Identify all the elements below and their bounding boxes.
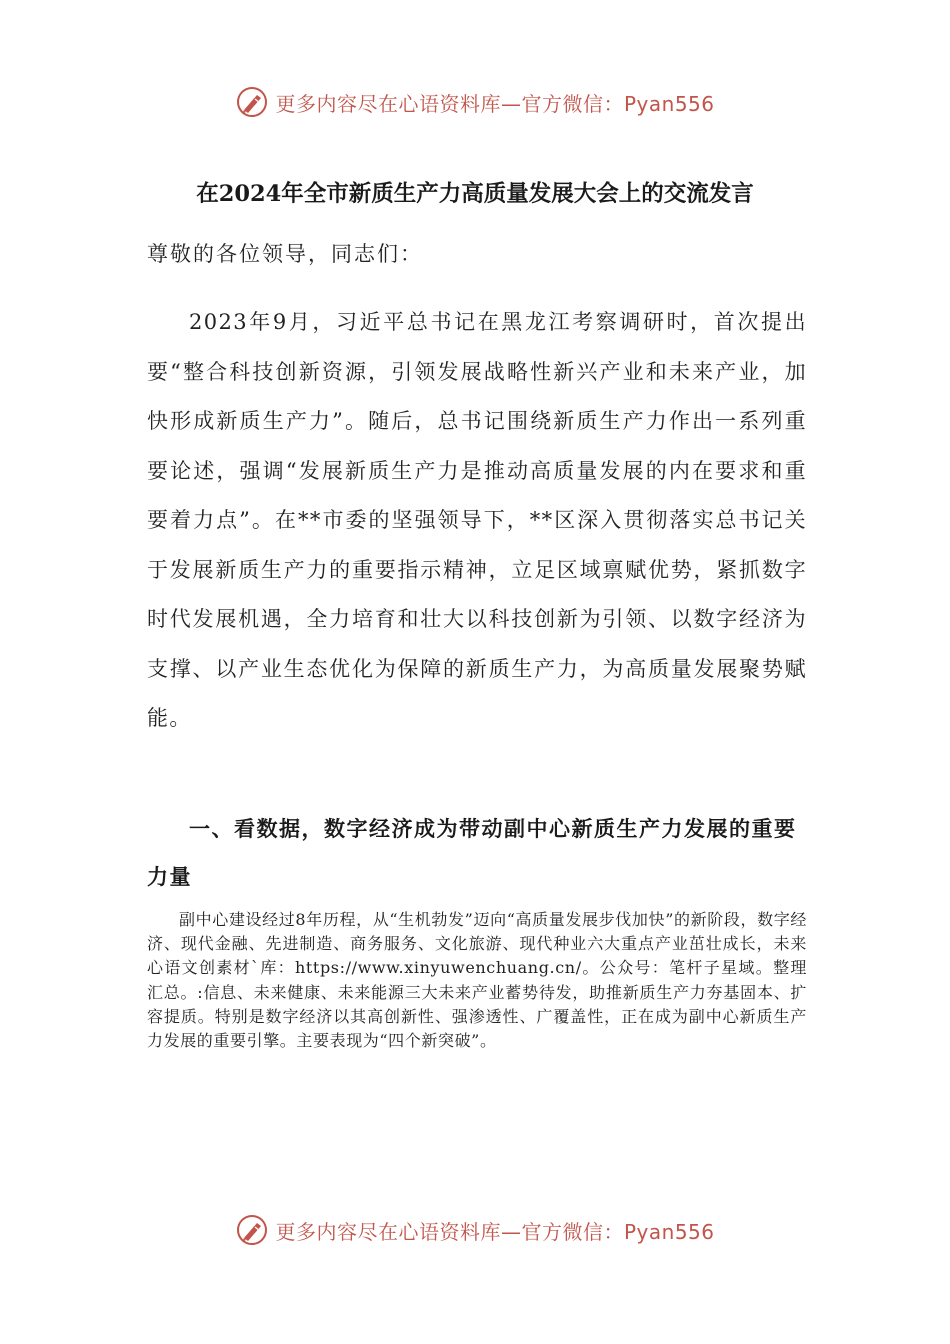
- pen-nib-logo-icon: [235, 85, 269, 119]
- watermark-label: 更多内容尽在心语资料库—官方微信：: [275, 91, 624, 116]
- section-heading: 一、看数据，数字经济成为带动副中心新质生产力发展的重要力量: [147, 817, 797, 889]
- watermark-wechat-id: Pyan556: [623, 91, 715, 116]
- pen-nib-logo-icon: [235, 1213, 269, 1247]
- watermark-banner-top: [0, 82, 950, 122]
- watermark-banner-bottom: [0, 1210, 950, 1250]
- watermark-text: [275, 88, 714, 117]
- watermark-text: [275, 1216, 714, 1245]
- intro-paragraph: 2023年9月，习近平总书记在黑龙江考察调研时，首次提出要“整合科技创新资源，引领发展战略性新兴产业和未来产业，加快形成新质生产力”。随后，总书记围绕新质生产力作出一系列重要论述，强调“发展新质生产力是推动高质量发展的内在要求和重要着力点”。在**市委的坚强领导下，**区深入贯彻落实总书记关于发展新质生产力的重要指示精神，立足区域禀赋优势，紧抓数字时代发展机遇，全力培育和壮大以科技创新为引领、以数字经济为支撑、以产业生态优化为保障的新质生产力，为高质量发展聚势赋能。: [147, 310, 807, 730]
- greeting: 尊敬的各位领导，同志们：: [147, 242, 423, 266]
- watermark-label: 更多内容尽在心语资料库—官方微信：: [275, 1219, 624, 1244]
- watermark-wechat-id: Pyan556: [623, 1219, 715, 1244]
- section-paragraph: 副中心建设经过8年历程，从“生机勃发”迈向“高质量发展步伐加快”的新阶段，数字经济、现代金融、先进制造、商务服务、文化旅游、现代种业六大重点产业茁壮成长，未来心语文创素材`库：https://www.xinyuwenchuang.cn/。公众号：笔杆子星域。整理汇总。:信息、未来健康、未来能源三大未来产业蓄势待发，助推新质生产力夯基固本、扩容提质。特别是数字经济以其高创新性、强渗透性、广覆盖性，正在成为副中心新质生产力发展的重要引擎。主要表现为“四个新突破”。: [147, 910, 807, 1051]
- document-title: 在2024年全市新质生产力高质量发展大会上的交流发言: [196, 181, 754, 207]
